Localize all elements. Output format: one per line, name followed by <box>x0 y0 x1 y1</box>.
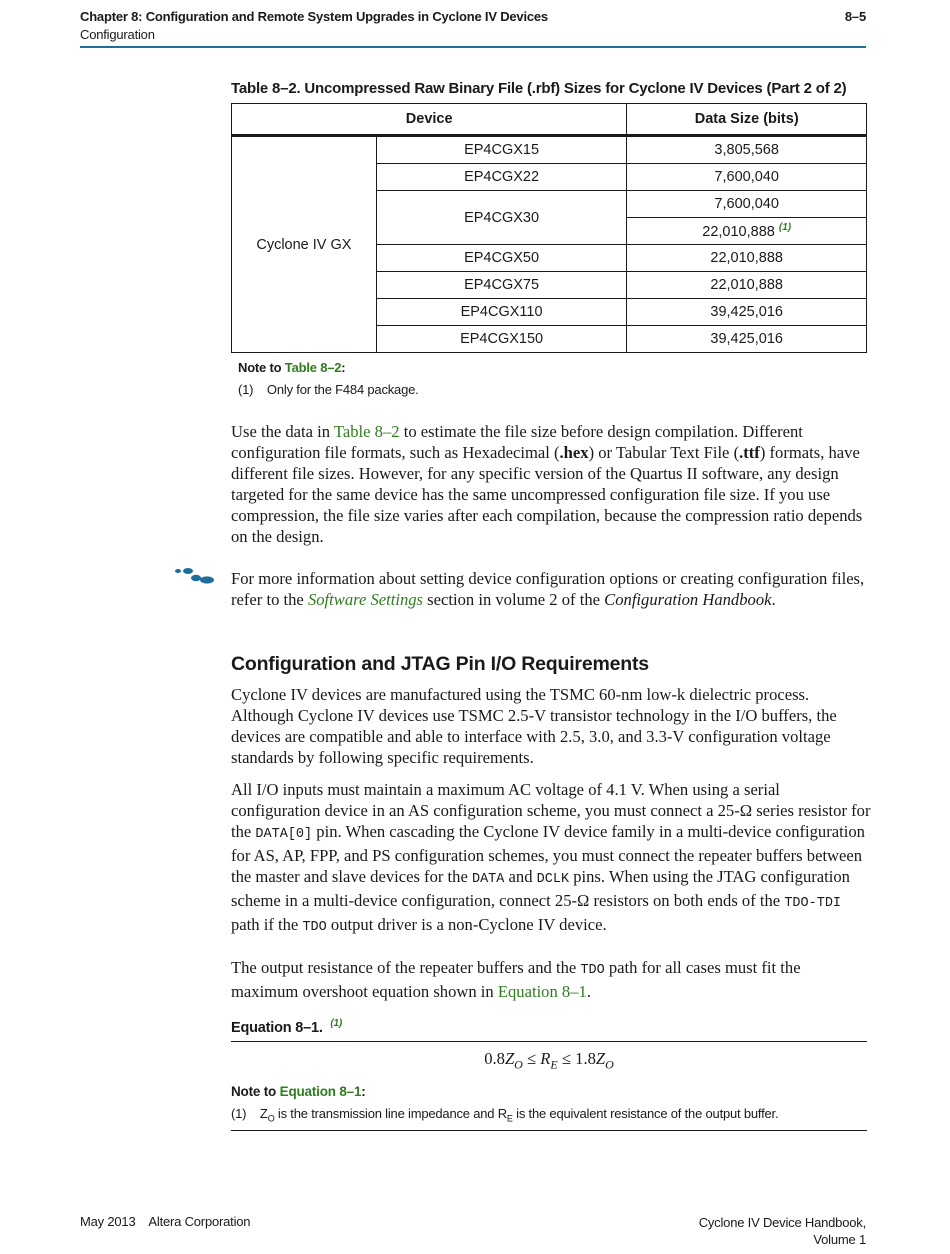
col-header-device: Device <box>232 104 627 136</box>
table-row <box>232 136 867 164</box>
eq-var: R <box>540 1049 551 1068</box>
eq-coef: 0.8 <box>484 1049 505 1068</box>
eq-op: ≤ <box>522 1049 541 1068</box>
equation-label: Equation 8–1. <box>231 1019 323 1036</box>
footer-volume: Volume 1 <box>813 1232 866 1247</box>
eq-sub: E <box>550 1057 558 1072</box>
footnote-marker[interactable]: (1) <box>330 1018 342 1029</box>
size-cell: 22,010,888 <box>627 245 867 272</box>
text: is the transmission line impedance and R <box>274 1106 507 1121</box>
equation-rule-bottom <box>231 1130 867 1131</box>
text: path if the <box>231 915 303 934</box>
paragraph-output-resistance <box>231 957 871 1002</box>
eq-sub: O <box>514 1057 523 1072</box>
device-cell: EP4CGX110 <box>376 299 627 326</box>
equation-link[interactable]: Equation 8–1 <box>279 1084 362 1099</box>
table-note-title <box>238 360 345 375</box>
text: For more information about setting device configuration options or creating configuration files, refer to the <box>231 569 865 609</box>
page-number: 8–5 <box>844 9 866 24</box>
equation-title <box>231 1018 342 1036</box>
device-cell: EP4CGX15 <box>376 136 627 164</box>
paragraph-file-size <box>231 421 871 547</box>
text: is the equivalent resistance of the output buffer. <box>512 1106 779 1121</box>
eq-op: ≤ <box>557 1049 576 1068</box>
text: pin. When cascading the Cyclone IV device family in a multi-device configuration for AS, AP, FPP, and PS configuration schemes, you must connect the repeater buffers between the master and slave devices for the <box>231 822 865 886</box>
signal-data0: DATA[0] <box>255 827 313 842</box>
col-header-data-size: Data Size (bits) <box>627 104 867 136</box>
equation-body <box>231 1049 867 1072</box>
note-suffix: : <box>341 360 346 375</box>
signal-tdo-tdi: TDO-TDI <box>784 896 842 911</box>
handbook-title: Configuration Handbook <box>604 590 772 609</box>
text: . <box>586 982 591 1001</box>
text: The output resistance of the repeater buffers and the <box>231 958 581 977</box>
note-prefix: Note to <box>238 360 285 375</box>
device-cell: EP4CGX75 <box>376 272 627 299</box>
eq-coef: 1.8 <box>575 1049 596 1068</box>
software-settings-link[interactable]: Software Settings <box>307 590 424 609</box>
size-cell: 7,600,040 <box>627 164 867 191</box>
footer-handbook-title: Cyclone IV Device Handbook, <box>698 1215 866 1230</box>
signal-tdo: TDO <box>302 920 327 935</box>
rbf-size-table <box>231 103 867 353</box>
paragraph-io-requirements <box>231 779 871 938</box>
size-cell: 39,425,016 <box>627 299 867 326</box>
footer-date-company: May 2013 Altera Corporation <box>80 1214 251 1229</box>
header-section-title: Configuration <box>80 27 155 42</box>
text: ) or Tabular Text File ( <box>588 443 740 462</box>
equation-note-title <box>231 1084 366 1099</box>
footnote-marker[interactable]: (1) <box>778 222 792 234</box>
text: . <box>771 590 776 609</box>
table-caption: Table 8–2. Uncompressed Raw Binary File (.rbf) Sizes for Cyclone IV Devices (Part 2 of 2) <box>231 80 847 97</box>
eq-sub: O <box>605 1057 614 1072</box>
paragraph-more-info <box>231 568 871 610</box>
subscript: E <box>506 1113 513 1124</box>
eq-var: Z <box>595 1049 606 1068</box>
size-value: 22,010,888 <box>702 223 775 240</box>
text: output driver is a non-Cyclone IV device. <box>326 915 607 934</box>
header-rule <box>80 46 866 48</box>
ttf-format: .ttf <box>739 443 760 462</box>
size-cell: 22,010,888 <box>627 272 867 299</box>
size-cell: 3,805,568 <box>627 136 867 164</box>
table-link[interactable]: Table 8–2 <box>284 360 342 375</box>
equation-note-1 <box>231 1106 778 1124</box>
device-cell: EP4CGX150 <box>376 326 627 353</box>
signal-data: DATA <box>471 872 505 887</box>
equation-link[interactable]: Equation 8–1 <box>497 982 587 1001</box>
note-suffix: : <box>361 1084 366 1099</box>
table-link[interactable]: Table 8–2 <box>333 422 400 441</box>
eq-var: Z <box>504 1049 515 1068</box>
size-cell-with-footnote <box>627 218 867 245</box>
equation-rule-top <box>231 1041 867 1042</box>
text: and <box>504 867 537 886</box>
text: (1) Z <box>231 1106 268 1121</box>
signal-tdo: TDO <box>580 963 605 978</box>
note-prefix: Note to <box>231 1084 280 1099</box>
table-note-1: (1) Only for the F484 package. <box>238 382 419 397</box>
device-cell: EP4CGX50 <box>376 245 627 272</box>
section-heading: Configuration and JTAG Pin I/O Requirements <box>231 653 649 675</box>
family-cell: Cyclone IV GX <box>232 136 377 353</box>
text: pins. When using the JTAG configuration scheme in a multi-device configuration, connect 25-Ω resistors on both ends of the <box>231 867 850 910</box>
info-icon <box>174 566 216 591</box>
text: section in volume 2 of the <box>423 590 605 609</box>
text: All I/O inputs must maintain a maximum AC voltage of 4.1 V. When using a serial configuration device in an AS configuration scheme, you must connect a 25-Ω series resistor for the <box>231 780 871 841</box>
text: Use the data in <box>231 422 334 441</box>
text: to estimate the file size before design compilation. Different configuration file formats, such as Hexadecimal ( <box>231 422 803 462</box>
device-cell: EP4CGX22 <box>376 164 627 191</box>
subscript: O <box>267 1113 275 1124</box>
signal-dclk: DCLK <box>536 872 570 887</box>
device-cell: EP4CGX30 <box>376 191 627 245</box>
hex-format: .hex <box>559 443 589 462</box>
text: path for all cases must fit the maximum overshoot equation shown in <box>231 958 801 1001</box>
paragraph-tsmc-process: Cyclone IV devices are manufactured using the TSMC 60-nm low-k dielectric process. Although Cyclone IV devices use TSMC 2.5-V transistor technology in the I/O buffers, the devices are compatible and able to interface with 2.5, 3.0, and 3.3-V configuration voltage standards by following specific requirements. <box>231 685 837 767</box>
footer-handbook <box>699 1214 866 1248</box>
text: ) formats, have different file sizes. However, for any specific version of the Quartus II software, any design targeted for the same device has the same uncompressed configuration file size. If you use compression, the file size varies after each compilation, because the compression ratio depends on the design. <box>231 443 863 546</box>
table-header-row <box>232 104 867 136</box>
size-cell: 39,425,016 <box>627 326 867 353</box>
size-cell: 7,600,040 <box>627 191 867 218</box>
header-chapter-title: Chapter 8: Configuration and Remote System Upgrades in Cyclone IV Devices <box>80 9 548 24</box>
